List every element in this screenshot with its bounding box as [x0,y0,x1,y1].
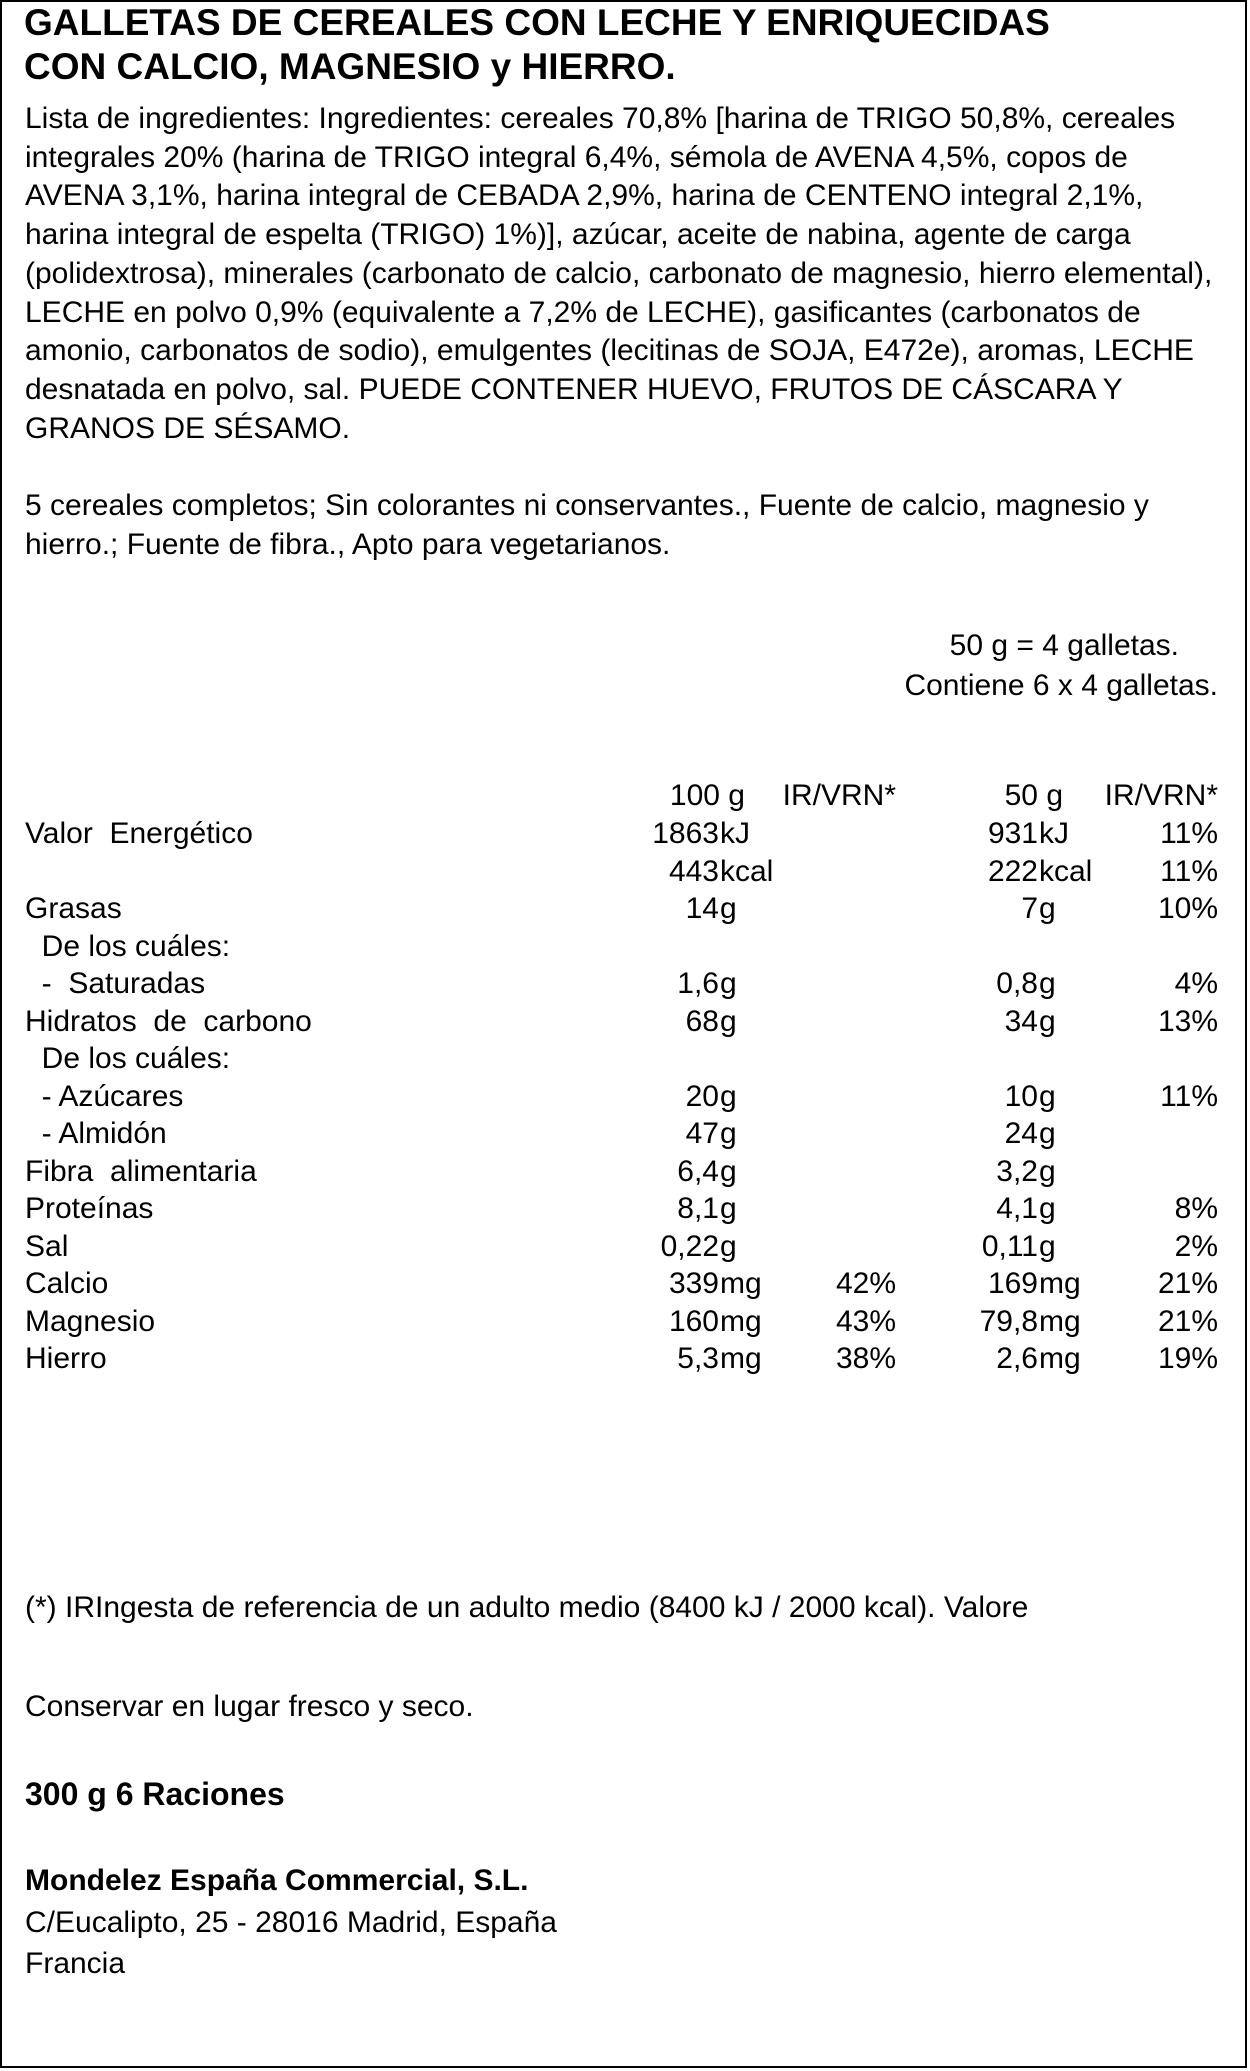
value-50g: 0,8 [996,967,1038,1000]
value-100g: 339 [668,1267,719,1300]
value-50g: 7 [1021,892,1038,925]
value-50g: 169 [987,1267,1038,1300]
irvrn-50g: 8% [1174,1192,1218,1225]
irvrn-50g: 19% [1157,1342,1218,1375]
irvrn-100g: 42% [835,1267,896,1300]
value-100g: 160 [668,1304,719,1338]
row-label: - Almidón [25,1117,167,1150]
header-irvrn-50g: IR/VRN* [1104,779,1218,812]
unit-50g: g [1039,1192,1056,1225]
value-100g: 443 [668,854,719,888]
company-address: C/Eucalipto, 25 - 28016 Madrid, España [25,1906,557,1939]
company-country: Francia [25,1947,126,1980]
net-weight: 300 g 6 Raciones [25,1776,285,1812]
unit-100g: g [720,967,737,1000]
row-label: Magnesio [25,1304,156,1338]
unit-50g: kcal [1039,854,1093,888]
value-100g: 1,6 [677,967,719,1000]
unit-50g: g [1039,1004,1056,1038]
value-100g: 8,1 [677,1192,719,1225]
unit-100g: g [720,892,737,925]
irvrn-50g: 13% [1157,1004,1218,1038]
unit-100g: g [720,1229,737,1263]
value-100g: 47 [685,1117,719,1150]
row-label: Hidratos de carbono [25,1004,312,1038]
value-50g: 4,1 [996,1192,1038,1225]
row-label: Sal [25,1229,69,1263]
value-50g: 24 [1004,1117,1038,1150]
irvrn-50g: 21% [1157,1304,1218,1338]
row-label: - Azúcares [25,1079,184,1113]
irvrn-50g: 21% [1157,1267,1218,1300]
value-100g: 14 [685,892,719,925]
portion-size: 50 g = 4 galletas. [949,629,1179,662]
unit-50g: mg [1039,1342,1081,1375]
irvrn-50g: 4% [1174,967,1218,1000]
unit-100g: mg [720,1267,762,1300]
value-50g: 931 [987,817,1038,850]
value-100g: 6,4 [677,1154,719,1188]
unit-100g: mg [720,1342,762,1375]
value-100g: 20 [685,1079,719,1113]
value-50g: 0,11 [981,1229,1038,1263]
value-100g: 5,3 [677,1342,719,1375]
irvrn-100g: 38% [835,1342,896,1375]
unit-50g: g [1039,967,1056,1000]
product-claims: 5 cereales completos; Sin colorantes ni conservantes., Fuente de calcio, magnesio y hierro.; Fuente de fibra., Apto para vegetarianos. [25,489,1149,561]
unit-50g: g [1039,1079,1056,1113]
value-50g: 34 [1004,1004,1038,1038]
unit-50g: g [1039,1229,1056,1263]
footnote: (*) IRIngesta de referencia de un adulto medio (8400 kJ / 2000 kcal). Valore [25,1591,1029,1624]
irvrn-50g: 11% [1160,1079,1218,1113]
portion-count: Contiene 6 x 4 galletas. [904,669,1218,702]
value-50g: 79,8 [979,1304,1038,1338]
value-50g: 222 [987,854,1038,888]
row-label: De los cuáles: [25,929,231,963]
irvrn-50g: 11% [1160,854,1218,888]
value-50g: 10 [1004,1079,1038,1113]
header-per-100g: 100 g [669,779,745,812]
irvrn-50g: 10% [1157,892,1218,925]
unit-100g: g [720,1154,737,1188]
storage-instructions: Conservar en lugar fresco y seco. [25,1690,474,1723]
unit-50g: g [1039,1117,1056,1150]
value-50g: 2,6 [996,1342,1038,1375]
irvrn-50g: 2% [1174,1229,1218,1263]
unit-50g: g [1039,1154,1056,1188]
product-title-line-1: GALLETAS DE CEREALES CON LECHE Y ENRIQUECIDAS [24,2,1050,43]
unit-50g: kJ [1039,817,1069,850]
unit-100g: kcal [720,854,774,888]
value-100g: 0,22 [660,1229,719,1263]
unit-100g: g [720,1192,737,1225]
value-100g: 68 [685,1004,719,1038]
product-title-line-2: CON CALCIO, MAGNESIO y HIERRO. [24,46,676,87]
unit-50g: mg [1039,1304,1081,1338]
unit-50g: g [1039,892,1056,925]
row-label: Proteínas [25,1192,154,1225]
row-label: Hierro [25,1342,107,1375]
unit-100g: g [720,1079,737,1113]
unit-100g: mg [720,1304,762,1338]
ingredients-list: Lista de ingredientes: Ingredientes: cereales 70,8% [harina de TRIGO 50,8%, cereales integrales 20% (harina de TRIGO integral 6,4%, sémola de AVENA 4,5%, copos de AVENA 3,1%, harina integral de CEBADA 2,9%, harina de CENTENO integral 2,1%, harina integral de espelta (TRIGO) 1%)], azúcar, aceite de nabina, agente de carga (polidextrosa), minerales (carbonato de calcio, carbonato de magnesio, hierro elemental), LECHE en polvo 0,9% (equivalente a 7,2% de LECHE), gasificantes (carbonatos de amonio, carbonatos de sodio), emulgentes (lecitinas de SOJA, E472e), aromas, LECHE desnatada en polvo, sal. PUEDE CONTENER HUEVO, FRUTOS DE CÁSCARA Y GRANOS DE SÉSAMO. [25,102,1213,445]
row-label: Valor Energético [25,817,253,850]
value-50g: 3,2 [996,1154,1038,1188]
row-label: Calcio [25,1267,109,1300]
irvrn-50g: 11% [1160,817,1218,850]
unit-50g: mg [1039,1267,1081,1300]
header-irvrn-100g: IR/VRN* [782,779,896,812]
row-label: - Saturadas [25,967,206,1000]
header-per-50g: 50 g [1004,779,1063,812]
row-label: Grasas [25,892,122,925]
unit-100g: g [720,1117,737,1150]
unit-100g: kJ [720,817,750,850]
unit-100g: g [720,1004,737,1038]
row-label: Fibra alimentaria [25,1154,257,1188]
row-label: De los cuáles: [25,1042,231,1075]
company-name: Mondelez España Commercial, S.L. [25,1864,529,1897]
value-100g: 1863 [652,817,719,850]
irvrn-100g: 43% [835,1304,896,1338]
